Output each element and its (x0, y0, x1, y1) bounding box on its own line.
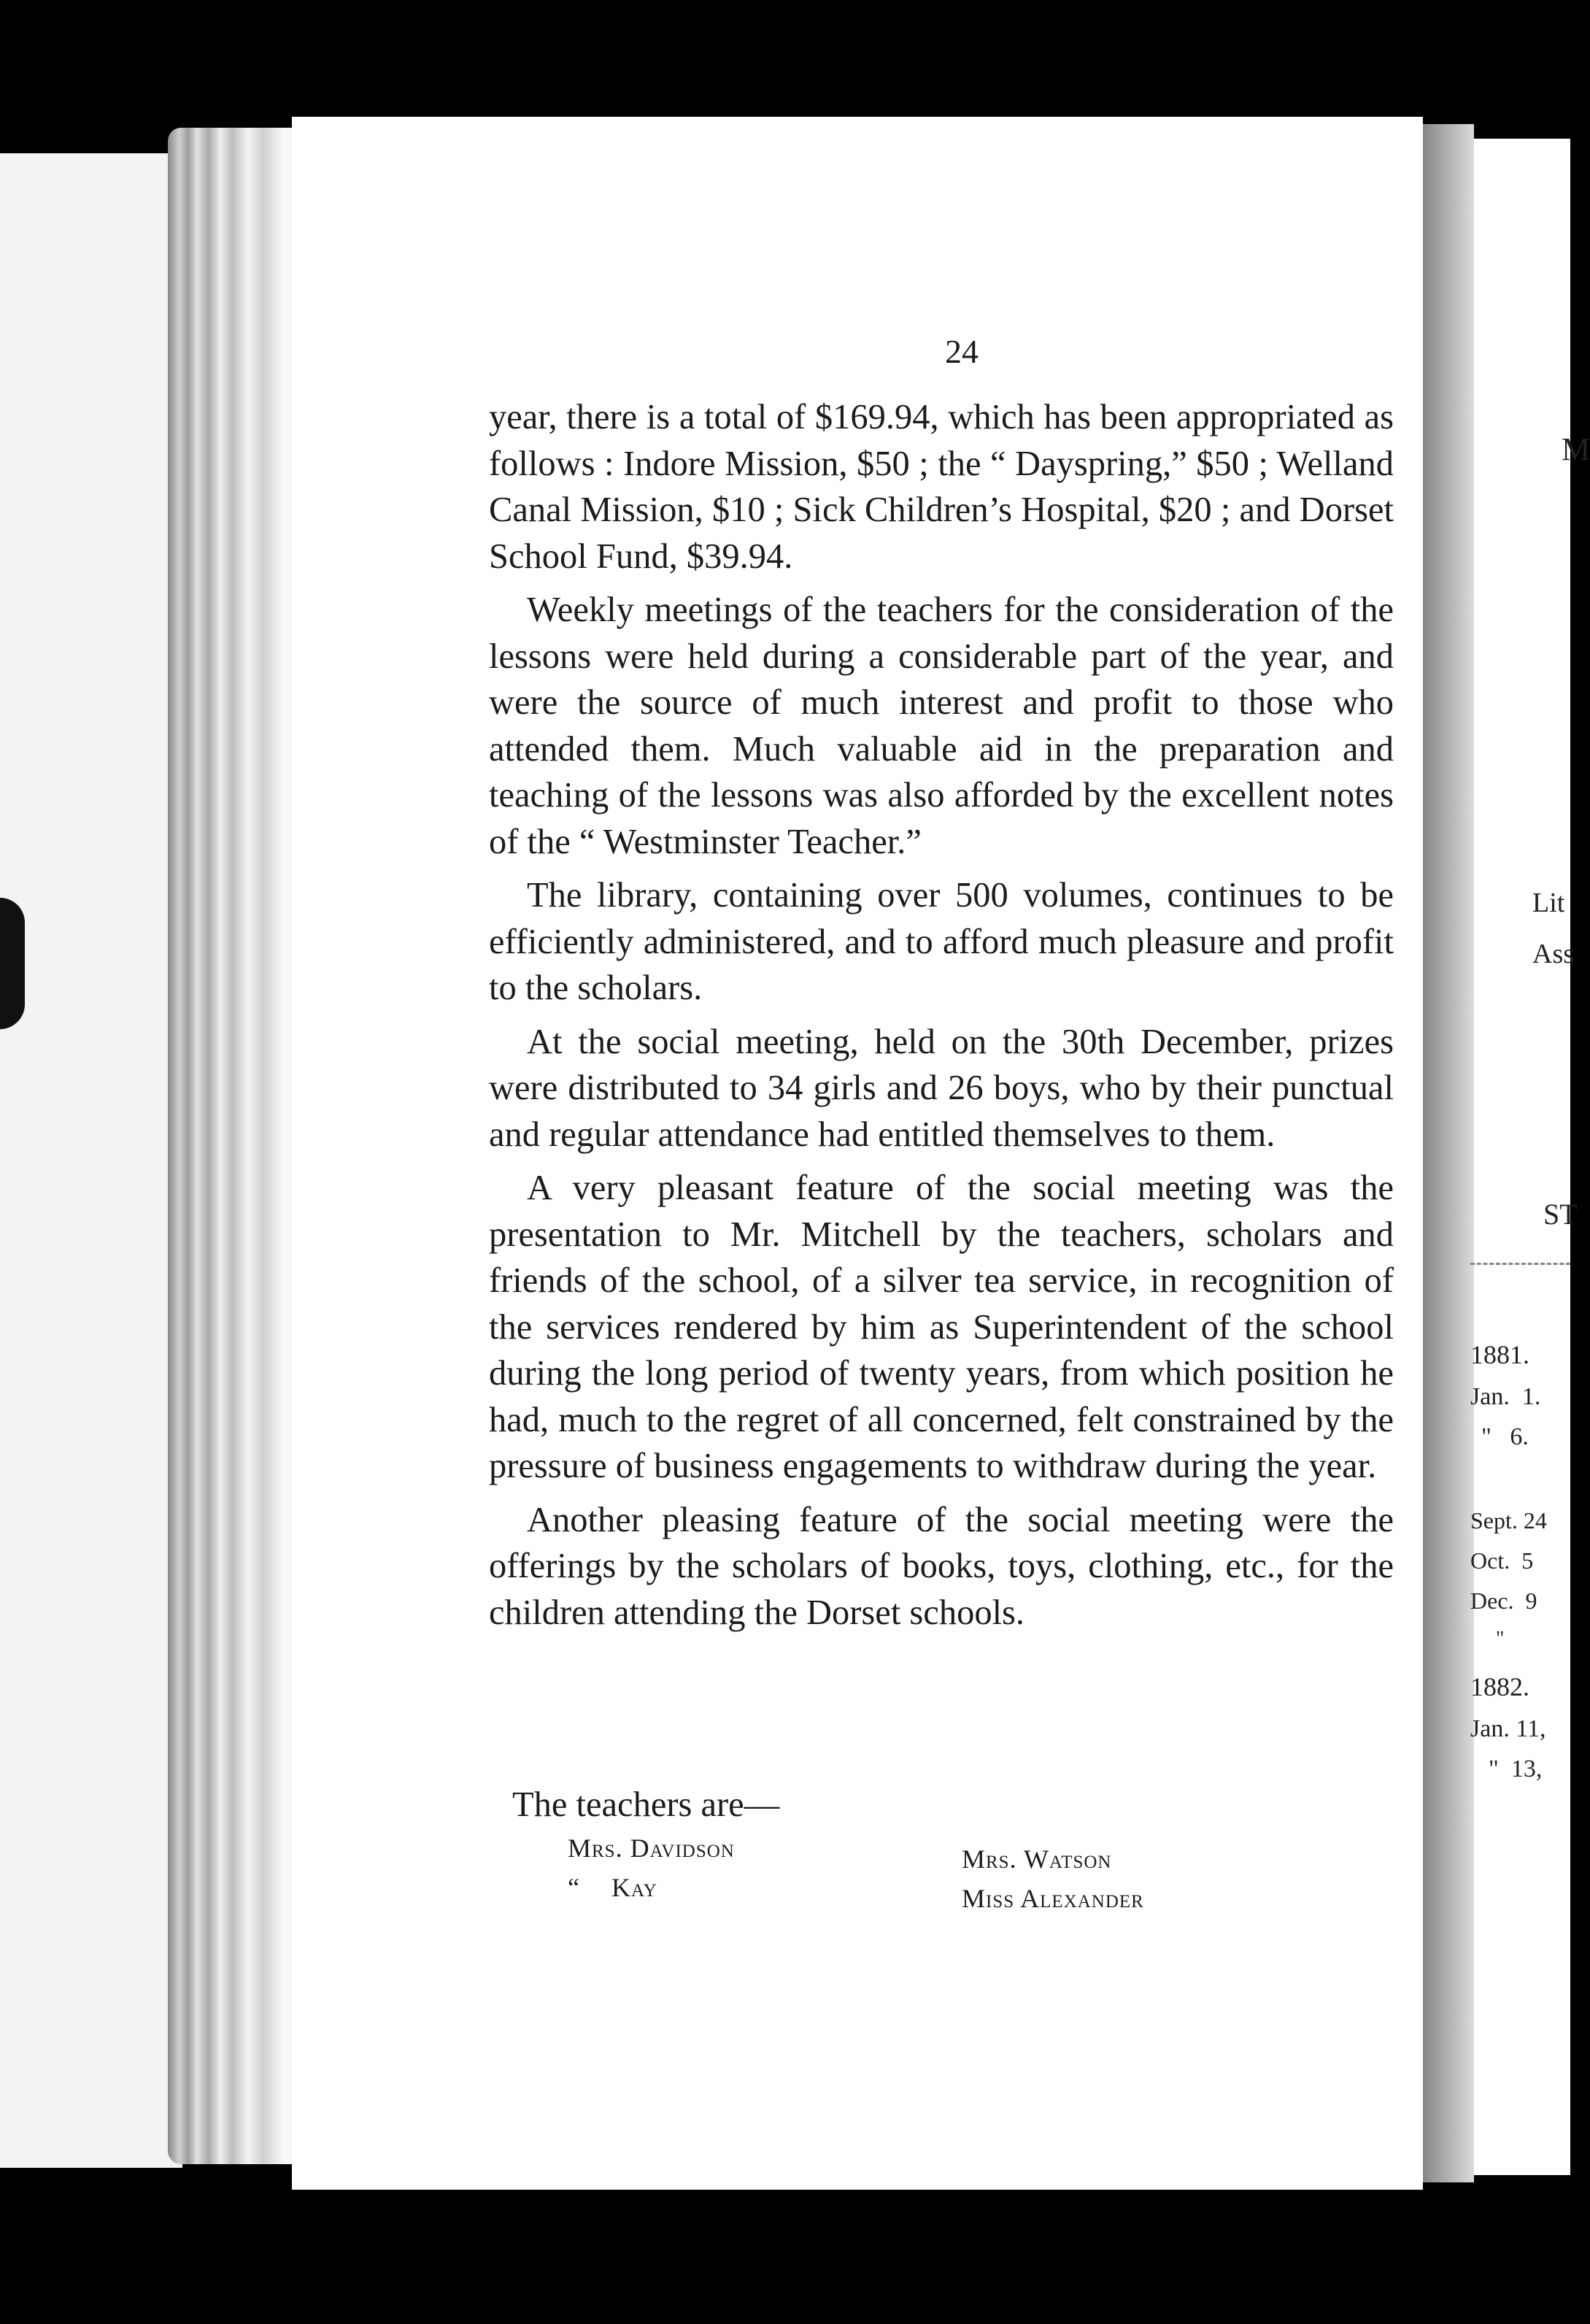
right-fragment-ass: Ass (1532, 939, 1575, 969)
right-fragment-oct: Oct. 5 (1470, 1547, 1534, 1574)
paragraph-5: A very pleasant feature of the social meeting was the presentation to Mr. Mitchell by the teachers, scholars and friends of the school, of a silver tea service, in recognition of the services rendered by him as Superintendent of the school during the long period of twenty years, from which position he had, much to the regret of all concerned, felt constrained by the pressure of business engagements to withdraw during the year. (489, 1169, 1394, 1485)
right-fragment-ditto: " (1496, 1628, 1505, 1650)
teacher-name: Miss Alexander (962, 1884, 1144, 1913)
left-background (0, 153, 182, 2168)
right-fragment-dec: Dec. 9 (1470, 1588, 1537, 1614)
teacher-name: “ Kay (568, 1868, 735, 1907)
right-fragment-ditto: " 6. (1481, 1423, 1529, 1450)
right-fragment-year-1881: 1881. (1470, 1340, 1529, 1369)
teacher-name: Mrs. Davidson (568, 1834, 735, 1863)
right-fragment-jan: Jan. 1. (1470, 1383, 1541, 1410)
page-body (489, 394, 1394, 1643)
paragraph-4: At the social meeting, held on the 30th December, prizes were distributed to 34 girls and 26 boys, who by their punctual and regular attendance had entitled themselves to them. (489, 1022, 1394, 1154)
right-fragment-jan: Jan. 11, (1470, 1715, 1546, 1742)
teachers-left-column (568, 1828, 735, 1907)
right-divider (1470, 1263, 1570, 1265)
right-fragment-lit: Lit (1532, 888, 1565, 918)
page-number: 24 (945, 333, 979, 370)
teacher-name: Mrs. Watson (962, 1844, 1112, 1874)
right-fragment-top: M (1562, 431, 1590, 467)
paragraph-1: year, there is a total of $169.94, which has been appropriated as follows : Indore Mission, $50 ; the “ Dayspring,” $50 ; Welland Canal Mission, $10 ; Sick Children’s Hospital, $20 ; and Dorset School Fund, $39.94. (489, 398, 1394, 576)
ditto-mark: “ (568, 1873, 580, 1902)
book-page (292, 117, 1423, 2190)
left-edge-shadow (0, 898, 25, 1029)
paragraph-3: The library, containing over 500 volumes, continues to be efficiently administered, and to afford much pleasure and profit to the scholars. (489, 876, 1394, 1007)
teachers-intro: The teachers are— (512, 1785, 780, 1824)
right-fragment-ditto: " 13, (1489, 1755, 1543, 1782)
paragraph-2: Weekly meetings of the teachers for the consideration of the lessons were held during a considerable part of the year, and were the source of much interest and profit to those who attended them. Much valuable aid in the preparation and teaching of the lessons was also afforded by the excellent notes of the “ Westminster Teacher.” (489, 590, 1394, 861)
right-fragment-st: ST (1543, 1198, 1578, 1231)
paragraph-6: Another pleasing feature of the social meeting were the offerings by the scholars of books, toys, clothing, etc., for the children attending the Dorset schools. (489, 1500, 1394, 1632)
right-fragment-sept: Sept. 24 (1470, 1507, 1547, 1534)
right-fragment-year-1882: 1882. (1470, 1672, 1529, 1701)
teachers-right-column (962, 1839, 1144, 1918)
